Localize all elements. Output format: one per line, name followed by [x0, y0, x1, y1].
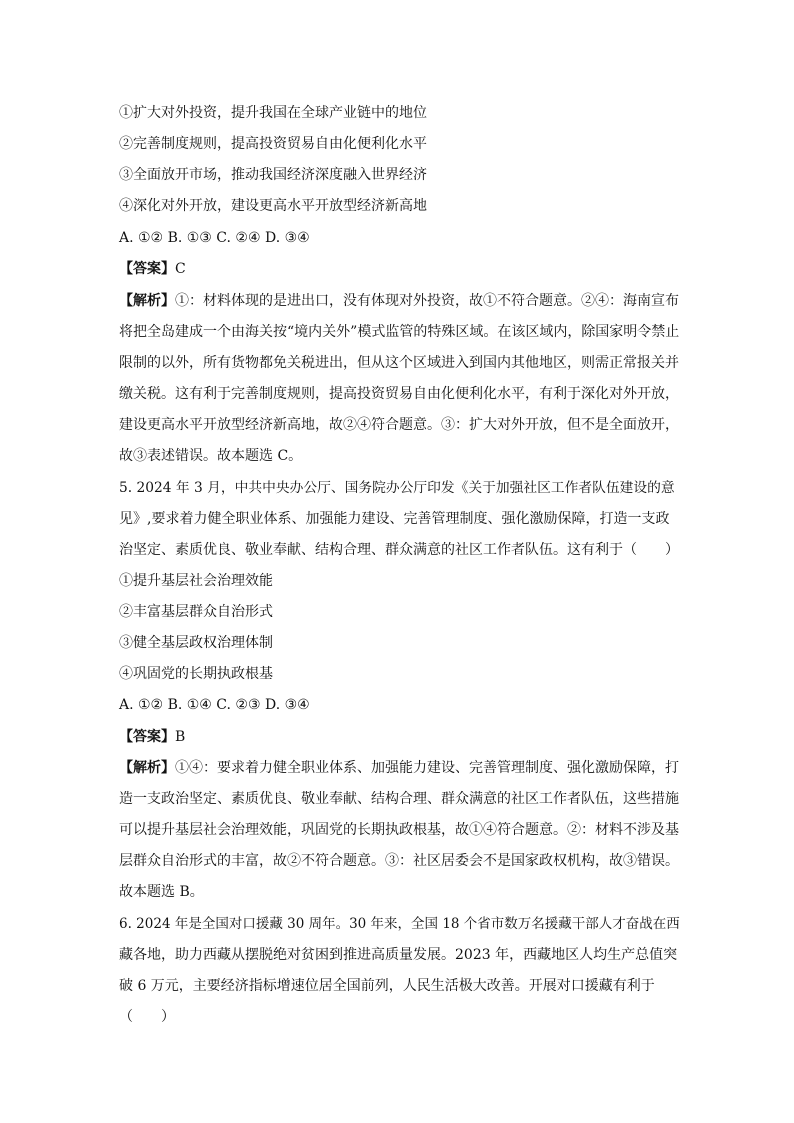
q5-analysis-line-2: 造一支政治坚定、素质优良、敬业奉献、结构合理、群众满意的社区工作者队伍，这些措施 [119, 791, 679, 807]
q4-analysis-line-1 [119, 291, 679, 311]
q4-option-3: ③全面放开市场，推动我国经济深度融入世界经济 [119, 167, 427, 183]
answer-label: 【答案】 [119, 261, 175, 277]
q5-analysis-line-1 [119, 758, 679, 778]
q5-stem-line-3: 治坚定、素质优良、敬业奉献、结构合理、群众满意的社区工作者队伍。这有利于（ ） [119, 542, 679, 558]
q5-choices: A. ①② B. ①④ C. ②③ D. ③④ [119, 697, 310, 713]
analysis-text: ①：材料体现的是进出口，没有体现对外投资，故①不符合题意。②④：海南宣布 [175, 293, 679, 309]
q5-answer [119, 727, 185, 747]
q4-option-4: ④深化对外开放，建设更高水平开放型经济新高地 [119, 198, 427, 214]
answer-label: 【答案】 [119, 729, 175, 745]
q5-option-1: ①提升基层社会治理效能 [119, 573, 273, 589]
analysis-label: 【解析】 [119, 293, 175, 309]
q5-analysis-line-5: 故本题选 B。 [119, 884, 204, 900]
q5-analysis-line-4: 层群众自治形式的丰富，故②不符合题意。③：社区居委会不是国家政权机构，故③错误。 [119, 853, 679, 869]
q6-stem-line-1: 6. 2024 年是全国对口援藏 30 周年。30 年来，全国 18 个省市数万名援藏干部人才奋战在西 [119, 916, 680, 932]
answer-value: B [175, 729, 186, 745]
q4-choices: A. ①② B. ①③ C. ②④ D. ③④ [119, 230, 310, 246]
analysis-label: 【解析】 [119, 760, 175, 776]
q4-analysis-line-2: 将把全岛建成一个由海关按“境内关外”模式监管的特殊区域。在该区域内，除国家明令禁止 [119, 324, 680, 340]
q4-analysis-line-4: 缴关税。这有利于完善制度规则，提高投资贸易自由化便利化水平，有利于深化对外开放， [119, 386, 679, 402]
q6-stem-line-3: 破 6 万元，主要经济指标增速位居全国前列，人民生活极大改善。开展对口援藏有利于 [119, 978, 655, 994]
q5-option-3: ③健全基层政权治理体制 [119, 635, 273, 651]
q5-option-4: ④巩固党的长期执政根基 [119, 666, 273, 682]
q5-stem-line-2: 见》,要求着力健全职业体系、加强能力建设、完善管理制度、强化激励保障，打造一支政 [119, 511, 670, 527]
q6-stem-line-4: （ ） [119, 1009, 175, 1025]
q4-answer [119, 259, 186, 279]
q5-option-2: ②丰富基层群众自治形式 [119, 604, 273, 620]
q6-stem-line-2: 藏各地，助力西藏从摆脱绝对贫困到推进高质量发展。2023 年，西藏地区人均生产总值突 [119, 947, 678, 963]
q4-option-1: ①扩大对外投资，提升我国在全球产业链中的地位 [119, 105, 427, 121]
q5-stem-line-1: 5. 2024 年 3 月，中共中央办公厅、国务院办公厅印发《关于加强社区工作者队伍建设的意 [119, 480, 675, 496]
q4-option-2: ②完善制度规则，提高投资贸易自由化便利化水平 [119, 136, 427, 152]
answer-value: C [175, 261, 186, 277]
analysis-text: ①④：要求着力健全职业体系、加强能力建设、完善管理制度、强化激励保障，打 [175, 760, 679, 776]
q4-analysis-line-3: 限制的以外，所有货物都免关税进出，但从这个区域进入到国内其他地区，则需正常报关并 [119, 355, 679, 371]
q5-analysis-line-3: 可以提升基层社会治理效能，巩固党的长期执政根基，故①④符合题意。②：材料不涉及基 [119, 822, 679, 838]
q4-analysis-line-6: 故③表述错误。故本题选 C。 [119, 448, 303, 464]
q4-analysis-line-5: 建设更高水平开放型经济新高地，故②④符合题意。③：扩大对外开放，但不是全面放开， [119, 417, 679, 433]
